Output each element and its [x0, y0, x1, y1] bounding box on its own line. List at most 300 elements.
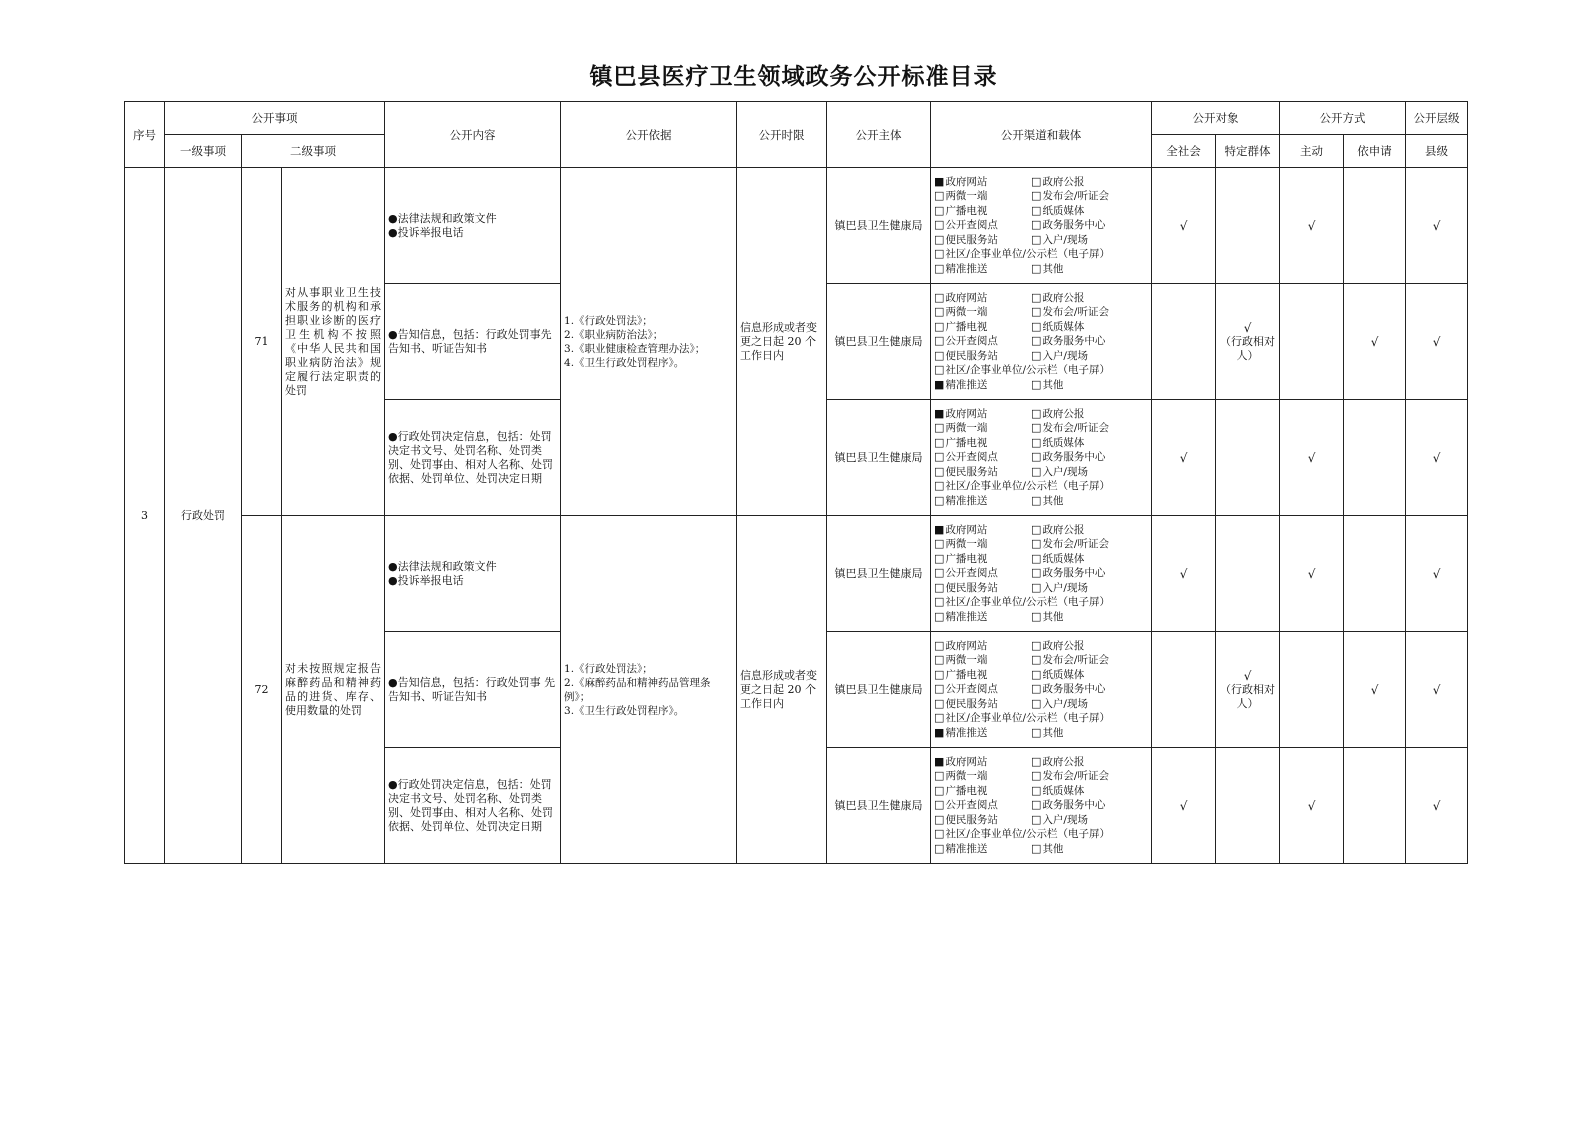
channel-label: 入户/现场	[1042, 697, 1088, 710]
basis-line: 2.《职业病防治法》；	[564, 328, 664, 341]
specific-group-note: （行政相对人）	[1220, 682, 1276, 710]
active-cell	[1280, 632, 1344, 748]
channel-item	[1031, 218, 1148, 233]
subject-cell: 镇巴县卫生健康局	[827, 748, 931, 864]
channel-label: 入户/现场	[1042, 813, 1088, 826]
channel-label: 纸质媒体	[1042, 436, 1085, 449]
channel-label: 便民服务站	[945, 581, 998, 594]
channel-item	[934, 610, 1031, 625]
county-cell: √	[1406, 168, 1468, 284]
channel-item	[934, 769, 1031, 784]
channel-item	[1031, 769, 1148, 784]
channel-label: 精准推送	[945, 610, 988, 623]
channel-label: 两微一端	[945, 422, 988, 435]
channel-label: 精准推送	[945, 726, 988, 739]
item-number: 71	[242, 168, 282, 516]
channel-label: 发布会/听证会	[1042, 654, 1109, 667]
channel-item	[934, 204, 1031, 219]
channel-label: 入户/现场	[1042, 349, 1088, 362]
whole-society-cell: √	[1152, 748, 1216, 864]
empty-box-icon: □	[934, 435, 945, 449]
channel-item	[934, 682, 1031, 697]
channel-item	[1031, 233, 1148, 248]
item-number: 72	[242, 516, 282, 864]
empty-box-icon: □	[1031, 682, 1042, 696]
whole-society-cell: √	[1152, 168, 1216, 284]
basis-line: 2.《麻醉药品和精神药品管理条 例》；	[564, 676, 711, 703]
content-line: ●告知信息，包括：行政处罚事 先告知书、听证告知书	[388, 675, 556, 703]
channel-item	[934, 798, 1031, 813]
channel-label: 政府网站	[945, 755, 988, 768]
empty-box-icon: □	[934, 218, 945, 232]
header-level2: 二级事项	[242, 135, 385, 168]
empty-box-icon: □	[934, 609, 945, 623]
catalog-table	[124, 101, 1468, 864]
empty-box-icon: □	[1031, 841, 1042, 855]
checked-box-icon: ■	[934, 174, 945, 188]
channel-label: 公开查阅点	[945, 219, 998, 232]
channels-cell	[931, 168, 1152, 284]
channel-item	[934, 407, 1031, 422]
checked-box-icon: ■	[934, 377, 945, 391]
specific-group-check: √	[1243, 320, 1252, 335]
header-subject: 公开主体	[827, 102, 931, 168]
empty-box-icon: □	[1031, 769, 1042, 783]
channel-item	[1031, 175, 1148, 190]
empty-box-icon: □	[934, 711, 945, 725]
empty-box-icon: □	[1031, 435, 1042, 449]
channel-label: 政府公报	[1042, 639, 1085, 652]
empty-box-icon: □	[1031, 580, 1042, 594]
channel-item	[934, 363, 1148, 378]
channel-item	[1031, 566, 1148, 581]
empty-box-icon: □	[934, 319, 945, 333]
channel-label: 入户/现场	[1042, 233, 1088, 246]
category-seq: 3	[125, 168, 165, 864]
content-cell	[385, 168, 561, 284]
empty-box-icon: □	[1031, 232, 1042, 246]
channel-grid	[934, 639, 1148, 741]
channel-item	[934, 523, 1031, 538]
header-whole-society: 全社会	[1152, 135, 1216, 168]
channel-item	[1031, 668, 1148, 683]
empty-box-icon: □	[934, 551, 945, 565]
channel-item	[934, 537, 1031, 552]
channel-item	[1031, 755, 1148, 770]
empty-box-icon: □	[934, 493, 945, 507]
channel-item	[934, 262, 1031, 277]
content-line: ●行政处罚决定信息，包括：处罚决定书文号、处罚名称、处罚类别、处罚事由、相对人名称、处罚依据、处罚单位、处罚决定日期	[388, 429, 554, 485]
channel-item	[934, 421, 1031, 436]
header-active: 主动	[1280, 135, 1344, 168]
channel-grid	[934, 755, 1148, 857]
basis-line: 3.《卫生行政处罚程序》。	[564, 704, 685, 717]
empty-box-icon: □	[1031, 537, 1042, 551]
channel-item	[1031, 291, 1148, 306]
channel-item	[1031, 581, 1148, 596]
channels-cell	[931, 748, 1152, 864]
channel-item	[1031, 682, 1148, 697]
header-time-limit: 公开时限	[737, 102, 827, 168]
channel-item	[1031, 726, 1148, 741]
whole-society-cell: √	[1152, 516, 1216, 632]
channel-label: 广播电视	[945, 784, 988, 797]
empty-box-icon: □	[934, 450, 945, 464]
empty-box-icon: □	[934, 421, 945, 435]
subject-cell: 镇巴县卫生健康局	[827, 400, 931, 516]
header-seq: 序号	[125, 102, 165, 168]
empty-box-icon: □	[934, 203, 945, 217]
channel-item	[934, 668, 1031, 683]
empty-box-icon: □	[1031, 464, 1042, 478]
channel-label: 公开查阅点	[945, 335, 998, 348]
empty-box-icon: □	[1031, 696, 1042, 710]
specific-group-cell	[1216, 168, 1280, 284]
channel-label: 其他	[1042, 726, 1064, 739]
active-cell: √	[1280, 400, 1344, 516]
empty-box-icon: □	[1031, 421, 1042, 435]
channel-label: 政府公报	[1042, 755, 1085, 768]
channel-label: 政府公报	[1042, 523, 1085, 536]
channel-item	[1031, 798, 1148, 813]
channel-label: 纸质媒体	[1042, 668, 1085, 681]
channel-item	[934, 494, 1031, 509]
empty-box-icon: □	[1031, 334, 1042, 348]
channel-item	[934, 552, 1031, 567]
channel-label: 公开查阅点	[945, 799, 998, 812]
channel-item	[934, 566, 1031, 581]
header-basis: 公开依据	[561, 102, 737, 168]
channel-label: 政府公报	[1042, 291, 1085, 304]
subject-cell: 镇巴县卫生健康局	[827, 284, 931, 400]
empty-box-icon: □	[934, 305, 945, 319]
channel-label: 便民服务站	[945, 697, 998, 710]
empty-box-icon: □	[934, 595, 945, 609]
channel-item	[1031, 653, 1148, 668]
content-line: ●投诉举报电话	[388, 225, 464, 239]
empty-box-icon: □	[934, 247, 945, 261]
channel-item	[1031, 465, 1148, 480]
empty-box-icon: □	[1031, 725, 1042, 739]
channels-cell	[931, 400, 1152, 516]
channel-item	[1031, 450, 1148, 465]
channel-item	[934, 581, 1031, 596]
content-cell	[385, 748, 561, 864]
channel-label: 广播电视	[945, 436, 988, 449]
channel-label: 政务服务中心	[1042, 451, 1106, 464]
item-name: 对从事职业卫生技术服务的机构和承担职业诊断的医疗卫生机构不按照《中华人民共和国职业病防治法》规定履行法定职责的处罚	[282, 168, 385, 516]
empty-box-icon: □	[934, 638, 945, 652]
on-request-cell	[1344, 400, 1406, 516]
channel-label: 其他	[1042, 494, 1064, 507]
channel-item	[1031, 697, 1148, 712]
channel-item	[934, 305, 1031, 320]
specific-group-cell	[1216, 400, 1280, 516]
channel-item	[1031, 189, 1148, 204]
empty-box-icon: □	[1031, 174, 1042, 188]
empty-box-icon: □	[934, 334, 945, 348]
channel-item	[934, 320, 1031, 335]
channel-label: 纸质媒体	[1042, 784, 1085, 797]
county-cell: √	[1406, 516, 1468, 632]
specific-group-check: √	[1243, 668, 1252, 683]
empty-box-icon: □	[934, 580, 945, 594]
empty-box-icon: □	[934, 783, 945, 797]
empty-box-icon: □	[934, 769, 945, 783]
checked-box-icon: ■	[934, 522, 945, 536]
channel-item	[934, 842, 1031, 857]
specific-group-cell	[1216, 516, 1280, 632]
empty-box-icon: □	[1031, 566, 1042, 580]
time-limit-cell: 信息形成或者变更之日起 20 个工作日内	[737, 516, 827, 864]
empty-box-icon: □	[934, 479, 945, 493]
content-line: ●行政处罚决定信息，包括：处罚决定书文号、处罚名称、处罚类别、处罚事由、相对人名称、处罚依据、处罚单位、处罚决定日期	[388, 777, 554, 833]
header-items: 公开事项	[165, 102, 385, 135]
empty-box-icon: □	[1031, 551, 1042, 565]
empty-box-icon: □	[934, 696, 945, 710]
channel-label: 其他	[1042, 610, 1064, 623]
checked-box-icon: ■	[934, 754, 945, 768]
channel-item	[934, 349, 1031, 364]
header-target: 公开对象	[1152, 102, 1280, 135]
channel-item	[934, 291, 1031, 306]
channel-label: 广播电视	[945, 552, 988, 565]
channel-label: 广播电视	[945, 320, 988, 333]
channel-label: 其他	[1042, 842, 1064, 855]
item-name: 对未按照规定报告麻醉药品和精神药品的进货、库存、使用数量的处罚	[282, 516, 385, 864]
channel-label: 纸质媒体	[1042, 320, 1085, 333]
channel-label: 纸质媒体	[1042, 552, 1085, 565]
specific-group-note: （行政相对人）	[1220, 334, 1276, 362]
channel-label: 纸质媒体	[1042, 204, 1085, 217]
empty-box-icon: □	[1031, 638, 1042, 652]
empty-box-icon: □	[934, 827, 945, 841]
specific-group-cell	[1216, 748, 1280, 864]
subject-cell: 镇巴县卫生健康局	[827, 632, 931, 748]
basis-line: 1.《行政处罚法》；	[564, 662, 653, 675]
channel-label: 社区/企事业单位/公示栏（电子屏）	[945, 480, 1111, 493]
empty-box-icon: □	[934, 232, 945, 246]
active-cell: √	[1280, 748, 1344, 864]
active-cell: √	[1280, 516, 1344, 632]
on-request-cell	[1344, 168, 1406, 284]
channel-label: 广播电视	[945, 204, 988, 217]
channel-label: 两微一端	[945, 306, 988, 319]
channel-item	[934, 218, 1031, 233]
channel-item	[934, 711, 1148, 726]
channel-item	[1031, 421, 1148, 436]
channel-label: 精准推送	[945, 494, 988, 507]
channel-item	[1031, 494, 1148, 509]
channel-grid	[934, 407, 1148, 509]
category-level1: 行政处罚	[165, 168, 242, 864]
channel-label: 社区/企事业单位/公示栏（电子屏）	[945, 712, 1111, 725]
empty-box-icon: □	[934, 682, 945, 696]
channel-label: 政府网站	[945, 639, 988, 652]
subject-cell: 镇巴县卫生健康局	[827, 168, 931, 284]
subject-cell: 镇巴县卫生健康局	[827, 516, 931, 632]
whole-society-cell	[1152, 284, 1216, 400]
empty-box-icon: □	[1031, 203, 1042, 217]
channel-item	[1031, 537, 1148, 552]
channel-item	[934, 479, 1148, 494]
empty-box-icon: □	[1031, 609, 1042, 623]
header-level1: 一级事项	[165, 135, 242, 168]
header-on-request: 依申请	[1344, 135, 1406, 168]
empty-box-icon: □	[1031, 305, 1042, 319]
whole-society-cell	[1152, 632, 1216, 748]
channel-label: 社区/企事业单位/公示栏（电子屏）	[945, 596, 1111, 609]
channel-label: 便民服务站	[945, 813, 998, 826]
active-cell: √	[1280, 168, 1344, 284]
empty-box-icon: □	[1031, 377, 1042, 391]
channel-label: 便民服务站	[945, 233, 998, 246]
header-content: 公开内容	[385, 102, 561, 168]
header-method: 公开方式	[1280, 102, 1406, 135]
channel-label: 政府网站	[945, 175, 988, 188]
channel-item	[1031, 436, 1148, 451]
empty-box-icon: □	[934, 841, 945, 855]
channel-item	[934, 697, 1031, 712]
channel-item	[934, 436, 1031, 451]
empty-box-icon: □	[1031, 783, 1042, 797]
channel-item	[934, 233, 1031, 248]
channel-label: 发布会/听证会	[1042, 538, 1109, 551]
empty-box-icon: □	[934, 653, 945, 667]
channel-label: 政务服务中心	[1042, 683, 1106, 696]
basis-line: 4.《卫生行政处罚程序》。	[564, 356, 685, 369]
empty-box-icon: □	[934, 348, 945, 362]
time-limit-cell: 信息形成或者变更之日起 20 个工作日内	[737, 168, 827, 516]
channel-item	[1031, 407, 1148, 422]
empty-box-icon: □	[1031, 319, 1042, 333]
channel-label: 政府公报	[1042, 407, 1085, 420]
channel-item	[934, 755, 1031, 770]
channel-item	[1031, 610, 1148, 625]
channel-label: 政府网站	[945, 291, 988, 304]
channel-item	[1031, 378, 1148, 393]
channel-label: 政府网站	[945, 407, 988, 420]
content-cell	[385, 400, 561, 516]
content-cell	[385, 632, 561, 748]
content-cell	[385, 284, 561, 400]
channel-label: 政务服务中心	[1042, 799, 1106, 812]
channel-label: 公开查阅点	[945, 683, 998, 696]
channel-label: 入户/现场	[1042, 465, 1088, 478]
channel-item	[1031, 349, 1148, 364]
channel-label: 政府公报	[1042, 175, 1085, 188]
county-cell: √	[1406, 748, 1468, 864]
header-channels: 公开渠道和载体	[931, 102, 1152, 168]
county-cell: √	[1406, 632, 1468, 748]
page-title: 镇巴县医疗卫生领域政务公开标准目录	[589, 63, 998, 90]
channel-grid	[934, 291, 1148, 393]
empty-box-icon: □	[1031, 189, 1042, 203]
channel-item	[934, 784, 1031, 799]
channel-item	[934, 175, 1031, 190]
whole-society-cell: √	[1152, 400, 1216, 516]
empty-box-icon: □	[934, 261, 945, 275]
empty-box-icon: □	[934, 464, 945, 478]
on-request-cell	[1344, 516, 1406, 632]
channel-label: 公开查阅点	[945, 451, 998, 464]
channel-label: 政务服务中心	[1042, 335, 1106, 348]
channel-label: 发布会/听证会	[1042, 190, 1109, 203]
channel-label: 社区/企事业单位/公示栏（电子屏）	[945, 364, 1111, 377]
channel-item	[1031, 784, 1148, 799]
basis-cell	[561, 168, 737, 516]
channel-label: 两微一端	[945, 654, 988, 667]
channel-label: 发布会/听证会	[1042, 770, 1109, 783]
table-row	[125, 168, 1468, 284]
channel-item	[934, 813, 1031, 828]
empty-box-icon: □	[1031, 406, 1042, 420]
channel-item	[1031, 334, 1148, 349]
empty-box-icon: □	[1031, 218, 1042, 232]
content-line: ●法律法规和政策文件	[388, 559, 497, 573]
header-county: 县级	[1406, 135, 1468, 168]
channel-item	[1031, 639, 1148, 654]
on-request-cell: √	[1344, 284, 1406, 400]
active-cell	[1280, 284, 1344, 400]
catalog-body	[125, 102, 1468, 864]
content-line: ●法律法规和政策文件	[388, 211, 497, 225]
empty-box-icon: □	[934, 363, 945, 377]
empty-box-icon: □	[1031, 261, 1042, 275]
empty-box-icon: □	[934, 667, 945, 681]
channel-item	[934, 450, 1031, 465]
channel-item	[934, 726, 1031, 741]
empty-box-icon: □	[1031, 493, 1042, 507]
channel-label: 发布会/听证会	[1042, 422, 1109, 435]
channel-item	[1031, 523, 1148, 538]
channel-item	[1031, 262, 1148, 277]
header-level: 公开层级	[1406, 102, 1468, 135]
empty-box-icon: □	[1031, 667, 1042, 681]
empty-box-icon: □	[934, 798, 945, 812]
empty-box-icon: □	[1031, 754, 1042, 768]
empty-box-icon: □	[1031, 522, 1042, 536]
basis-line: 3.《职业健康检查管理办法》；	[564, 342, 706, 355]
channel-label: 精准推送	[945, 378, 988, 391]
basis-line: 1.《行政处罚法》；	[564, 314, 653, 327]
channel-label: 发布会/听证会	[1042, 306, 1109, 319]
channel-item	[1031, 842, 1148, 857]
empty-box-icon: □	[1031, 290, 1042, 304]
channel-item	[934, 827, 1148, 842]
content-line: ●投诉举报电话	[388, 573, 464, 587]
channel-label: 两微一端	[945, 770, 988, 783]
channel-item	[1031, 552, 1148, 567]
channel-label: 其他	[1042, 378, 1064, 391]
empty-box-icon: □	[1031, 348, 1042, 362]
channel-label: 广播电视	[945, 668, 988, 681]
channel-item	[934, 653, 1031, 668]
specific-group-cell	[1216, 284, 1280, 400]
channel-label: 两微一端	[945, 190, 988, 203]
channels-cell	[931, 632, 1152, 748]
channel-label: 精准推送	[945, 262, 988, 275]
channel-label: 入户/现场	[1042, 581, 1088, 594]
channels-cell	[931, 284, 1152, 400]
channel-label: 便民服务站	[945, 349, 998, 362]
channel-item	[934, 247, 1148, 262]
table-row	[125, 516, 1468, 632]
empty-box-icon: □	[934, 290, 945, 304]
header-specific-group: 特定群体	[1216, 135, 1280, 168]
content-line: ●告知信息，包括：行政处罚事先告知书、听证告知书	[388, 327, 552, 355]
county-cell: √	[1406, 400, 1468, 516]
